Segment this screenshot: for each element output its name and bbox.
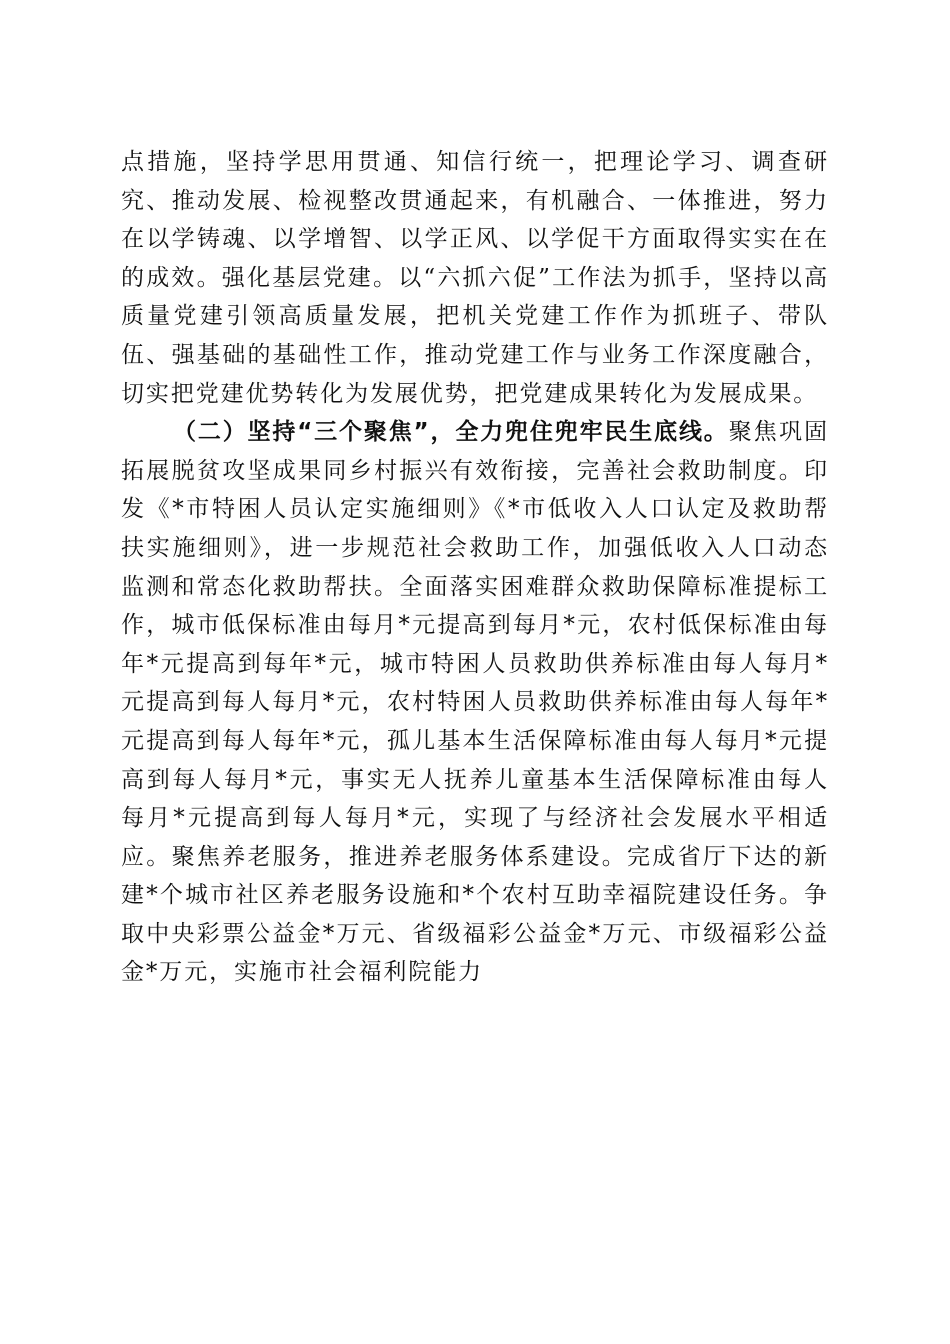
paragraph-2 <box>121 413 829 992</box>
document-body <box>121 143 829 992</box>
paragraph-1: 点措施，坚持学思用贯通、知信行统一，把理论学习、调查研究、推动发展、检视整改贯通起来，有机融合、一体推进，努力在以学铸魂、以学增智、以学正风、以学促干方面取得实实在在的成效。强化基层党建。以“六抓六促”工作法为抓手，坚持以高质量党建引领高质量发展，把机关党建工作作为抓班子、带队伍、强基础的基础性工作，推动党建工作与业务工作深度融合，切实把党建优势转化为发展优势，把党建成果转化为发展成果。 <box>121 149 829 407</box>
paragraph-2-body: 聚焦巩固拓展脱贫攻坚成果同乡村振兴有效衔接，完善社会救助制度。印发《*市特困人员认定实施细则》《*市低收入人口认定及救助帮扶实施细则》，进一步规范社会救助工作，加强低收入人口动态监测和常态化救助帮扶。全面落实困难群众救助保障标准提标工作，城市低保标准由每月*元提高到每月*元，农村低保标准由每年*元提高到每年*元，城市特困人员救助供养标准由每人每月*元提高到每人每月*元，农村特困人员救助供养标准由每人每年*元提高到每人每年*元，孤儿基本生活保障标准由每人每月*元提高到每人每月*元，事实无人抚养儿童基本生活保障标准由每人每月*元提高到每人每月*元，实现了与经济社会发展水平相适应。聚焦养老服务，推进养老服务体系建设。完成省厅下达的新建*个城市社区养老服务设施和*个农村互助幸福院建设任务。争取中央彩票公益金*万元、省级福彩公益金*万元、市级福彩公益金*万元，实施市社会福利院能力 <box>121 419 829 986</box>
section-heading-2: （二）坚持“三个聚焦”，全力兜住兜牢民生底线。 <box>173 419 729 446</box>
